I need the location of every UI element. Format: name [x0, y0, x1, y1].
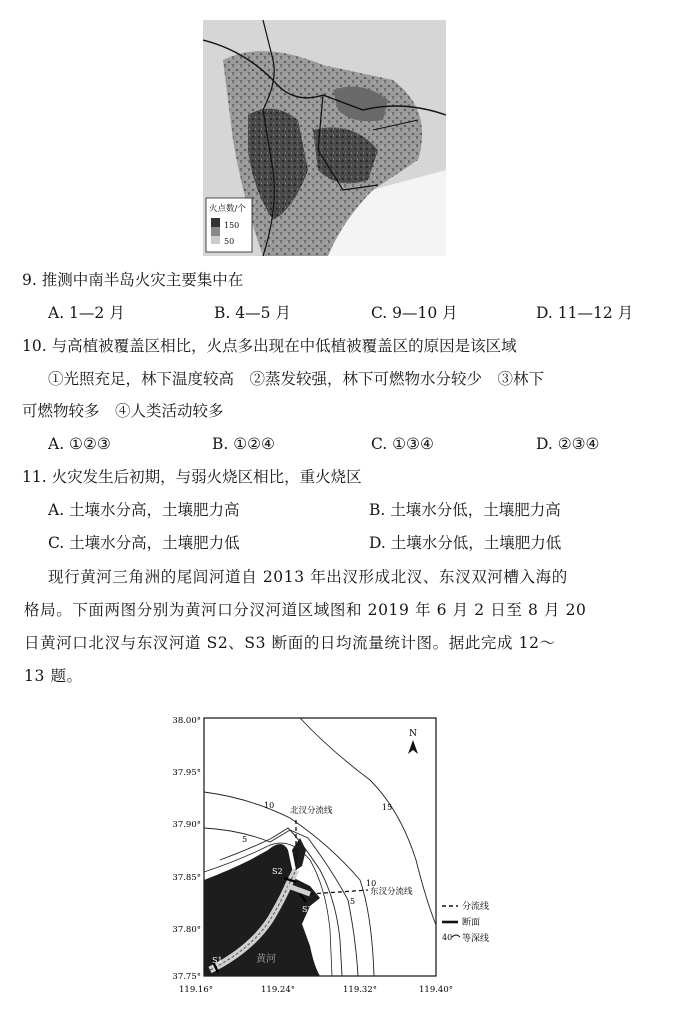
passage-line-3: 日黄河口北汊与东汊河道 S2、S3 断面的日均流量统计图。据此完成 12～: [24, 634, 556, 652]
contour-label-5-east: 5: [350, 897, 356, 906]
y-tick-37-75: 37.75°: [172, 972, 201, 982]
north-branch-label: 北汊分流线: [290, 806, 333, 816]
river-map-legend: [442, 900, 489, 944]
question-9-option-b: B. 4—5 月: [214, 304, 291, 322]
question-10-statements-line1: ①光照充足，林下温度较高 ②蒸发较强，林下可燃物水分较少 ③林下: [48, 370, 545, 388]
east-branch-label: 东汊分流线: [370, 887, 413, 897]
y-tick-38-00: 38.00°: [172, 716, 201, 726]
section-label-s2: S2: [272, 867, 283, 876]
question-9-stem: 9. 推测中南半岛火灾主要集中在: [22, 271, 244, 289]
question-11-stem: 11. 火灾发生后初期，与弱火烧区相比，重火烧区: [22, 468, 362, 486]
legend-section: 断面: [462, 918, 481, 928]
river-mouth-map: [160, 710, 520, 1005]
y-tick-37-95: 37.95°: [172, 768, 201, 778]
svg-text:N: N: [409, 729, 417, 739]
question-10-statements-line2: 可燃物较多 ④人类活动较多: [22, 402, 224, 420]
contour-label-10-north: 10: [264, 801, 275, 810]
question-10-option-d: D. ②③④: [536, 435, 600, 453]
question-11-option-a: A. 土壤水分高，土壤肥力高: [48, 501, 240, 519]
fire-legend-title: 火点数/个: [209, 204, 246, 214]
x-tick-119-32: 119.32°: [343, 985, 377, 995]
x-tick-119-24: 119.24°: [261, 985, 295, 995]
question-10-option-c: C. ①③④: [371, 435, 434, 453]
y-tick-37-90: 37.90°: [172, 820, 201, 830]
question-11-option-b: B. 土壤水分低，土壤肥力高: [369, 501, 561, 519]
contour-label-10-east: 10: [366, 879, 377, 888]
question-11-option-d: D. 土壤水分低，土壤肥力低: [369, 534, 562, 552]
fire-legend-value-high: 150: [224, 221, 240, 230]
legend-isobath: 等深线: [462, 934, 490, 944]
section-label-s3: S3: [302, 905, 313, 914]
passage-line-1: 现行黄河三角洲的尾闾河道自 2013 年出汊形成北汊、东汊双河槽入海的: [48, 568, 568, 586]
question-11-option-c: C. 土壤水分高，土壤肥力低: [48, 534, 240, 552]
x-tick-119-16: 119.16°: [179, 985, 213, 995]
legend-divide-line: 分流线: [462, 902, 490, 912]
question-10-stem: 10. 与高植被覆盖区相比，火点多出现在中低植被覆盖区的原因是该区域: [22, 337, 517, 355]
question-9-option-a: A. 1—2 月: [48, 304, 125, 322]
contour-label-15: 15: [382, 803, 393, 812]
question-10-option-a: A. ①②③: [48, 435, 111, 453]
section-label-s1: S1: [212, 956, 223, 965]
contour-label-5-west: 5: [242, 835, 248, 844]
question-9-option-c: C. 9—10 月: [371, 304, 458, 322]
passage-line-4: 13 题。: [24, 667, 83, 685]
legend-isobath-value: 40: [442, 933, 453, 942]
passage-line-2: 格局。下面两图分别为黄河口分汊河道区域图和 2019 年 6 月 2 日至 8 月 20: [24, 601, 587, 619]
y-tick-37-80: 37.80°: [172, 925, 201, 935]
fire-map: [203, 20, 446, 256]
y-tick-37-85: 37.85°: [172, 873, 201, 883]
question-10-option-b: B. ①②④: [212, 435, 275, 453]
x-tick-119-40: 119.40°: [419, 985, 453, 995]
question-9-option-d: D. 11—12 月: [536, 304, 634, 322]
river-label: 黄河: [256, 954, 276, 965]
fire-legend-value-low: 50: [224, 237, 235, 246]
